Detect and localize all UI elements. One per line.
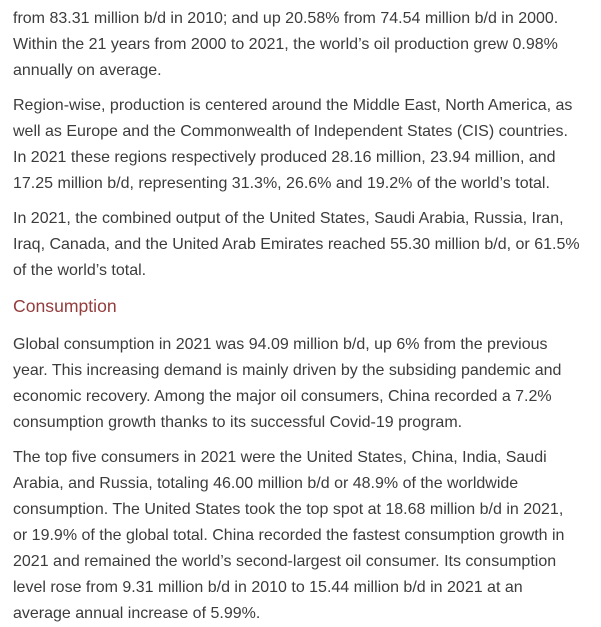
- text-line: 2021 and remained the world’s second-largest oil consumer. Its consumption: [13, 553, 557, 570]
- text-line: In 2021, the combined output of the United States, Saudi Arabia, Russia, Iran,: [13, 210, 564, 227]
- paragraph-region-production: [13, 93, 597, 197]
- text-line: Arabia, and Russia, totaling 46.00 million b/d or 48.9% of the worldwide: [13, 475, 519, 492]
- text-line: In 2021 these regions respectively produced 28.16 million, 23.94 million, and: [13, 149, 556, 166]
- text-line: The top five consumers in 2021 were the United States, China, India, Saudi: [13, 449, 547, 466]
- text-line: Within the 21 years from 2000 to 2021, the world’s oil production grew 0.98%: [13, 36, 558, 53]
- text-line: from 83.31 million b/d in 2010; and up 20.58% from 74.54 million b/d in 2000.: [13, 10, 559, 27]
- text-line: consumption. The United States took the top spot at 18.68 million b/d in 2021,: [13, 501, 564, 518]
- text-line: of the world’s total.: [13, 262, 147, 279]
- text-line: annually on average.: [13, 62, 162, 79]
- text-line: 17.25 million b/d, representing 31.3%, 26.6% and 19.2% of the world’s total.: [13, 175, 550, 192]
- text-line: level rose from 9.31 million b/d in 2010 to 15.44 million b/d in 2021 at an: [13, 579, 523, 596]
- text-line: Region-wise, production is centered around the Middle East, North America, as: [13, 97, 573, 114]
- text-line: economic recovery. Among the major oil consumers, China recorded a 7.2%: [13, 388, 552, 405]
- paragraph-combined-output: [13, 206, 597, 284]
- text-line: or 19.9% of the global total. China recorded the fastest consumption growth in: [13, 527, 565, 544]
- paragraph-global-consumption: [13, 332, 597, 436]
- text-line: year. This increasing demand is mainly driven by the subsiding pandemic and: [13, 362, 562, 379]
- text-line: consumption growth thanks to its successful Covid-19 program.: [13, 414, 463, 431]
- paragraph-production-growth: [13, 6, 597, 84]
- text-line: Global consumption in 2021 was 94.09 million b/d, up 6% from the previous: [13, 336, 548, 353]
- paragraph-top-consumers: [13, 445, 597, 627]
- text-line: average annual increase of 5.99%.: [13, 605, 261, 622]
- section-heading-consumption: Consumption: [13, 296, 117, 316]
- text-line: Iraq, Canada, and the United Arab Emirates reached 55.30 million b/d, or 61.5%: [13, 236, 580, 253]
- text-line: well as Europe and the Commonwealth of Independent States (CIS) countries.: [13, 123, 568, 140]
